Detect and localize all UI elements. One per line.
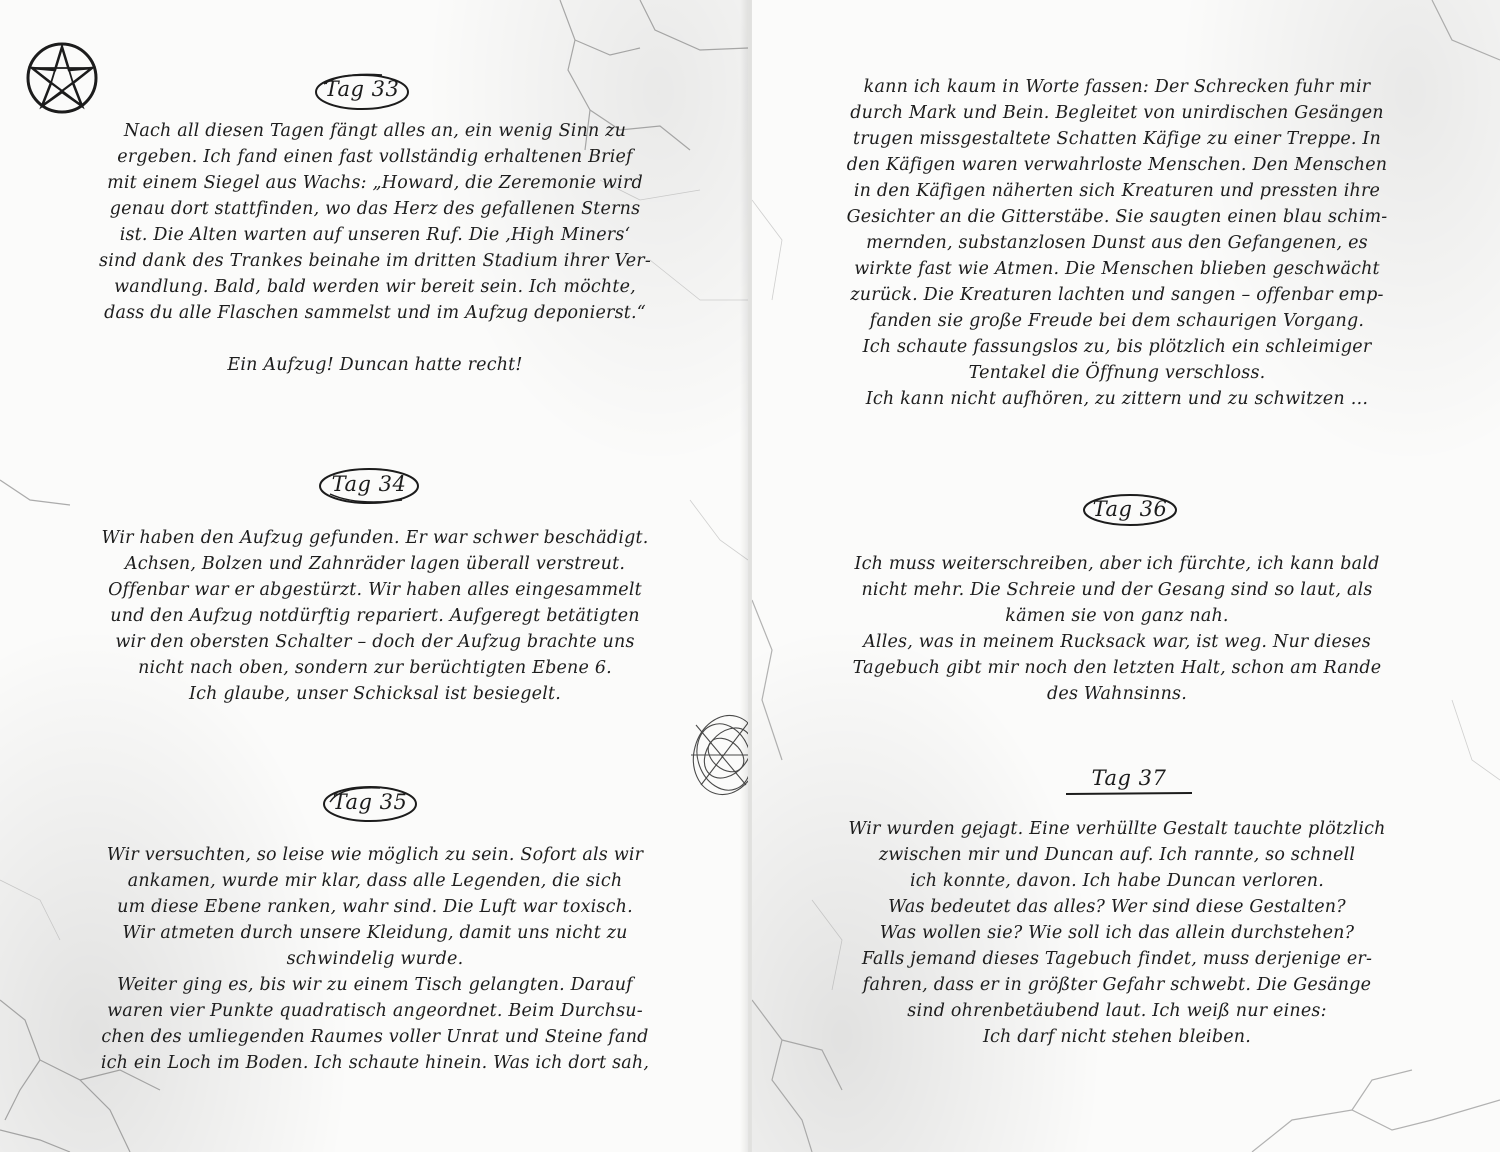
text-line: Ich muss weiterschreiben, aber ich fürchte, ich kann bald <box>854 554 1380 574</box>
day-tag <box>316 464 422 508</box>
entry-text <box>40 842 710 1076</box>
tag-label: Tag 33 <box>324 77 400 101</box>
text-line: Tentakel die Öffnung verschloss. <box>968 363 1266 383</box>
tag-label: Tag 34 <box>331 472 407 496</box>
text-line: kämen sie von ganz nah. <box>1005 606 1229 626</box>
text-line: des Wahnsinns. <box>1046 684 1187 704</box>
text-line: Falls jemand dieses Tagebuch findet, muss derjenige er- <box>861 949 1373 969</box>
right-page <box>752 0 1500 1152</box>
text-line: Was wollen sie? Wie soll ich das allein durchstehen? <box>879 923 1355 943</box>
text-line: ankamen, wurde mir klar, dass alle Legenden, die sich <box>127 871 623 891</box>
text-line: wandlung. Bald, bald werden wir bereit sein. Ich möchte, <box>114 277 636 297</box>
text-line: ergeben. Ich fand einen fast vollständig erhaltenen Brief <box>117 147 633 167</box>
pentagram-icon <box>22 38 102 118</box>
tag-label: Tag 35 <box>332 790 408 814</box>
text-line: Ich darf nicht stehen bleiben. <box>982 1027 1252 1047</box>
text-line: den Käfigen waren verwahrloste Menschen. Den Menschen <box>846 155 1388 175</box>
text-line: sind dank des Trankes beinahe im dritten Stadium ihrer Ver- <box>99 251 651 271</box>
text-line: chen des umliegenden Raumes voller Unrat und Steine fand <box>101 1027 649 1047</box>
text-line: zurück. Die Kreaturen lachten und sangen – offenbar emp- <box>850 285 1384 305</box>
entry-text <box>772 551 1462 707</box>
text-line: Ich kann nicht aufhören, zu zittern und zu schwitzen … <box>865 389 1369 409</box>
text-line: trugen missgestaltete Schatten Käfige zu einer Treppe. In <box>852 129 1382 149</box>
text-line: Nach all diesen Tagen fängt alles an, ein wenig Sinn zu <box>123 121 627 141</box>
text-line: ich ein Loch im Boden. Ich schaute hinein. Was ich dort sah, <box>100 1053 650 1073</box>
text-line: Weiter ging es, bis wir zu einem Tisch gelangten. Darauf <box>117 975 633 995</box>
text-line: Was bedeutet das alles? Wer sind diese Gestalten? <box>888 897 1346 917</box>
text-line: nicht nach oben, sondern zur berüchtigten Ebene 6. <box>138 658 612 678</box>
text-line: wir den obersten Schalter – doch der Aufzug brachte uns <box>115 632 635 652</box>
text-line: mit einem Siegel aus Wachs: „Howard, die Zeremonie wird <box>107 173 643 193</box>
text-line: mernden, substanzlosen Dunst aus den Gefangenen, es <box>866 233 1368 253</box>
day-tag <box>320 782 420 826</box>
text-line: fahren, dass er in größter Gefahr schwebt. Die Gesänge <box>862 975 1372 995</box>
text-line: Wir versuchten, so leise wie möglich zu sein. Sofort als wir <box>106 845 644 865</box>
text-line: waren vier Punkte quadratisch angeordnet. Beim Durchsu- <box>107 1001 643 1021</box>
text-line: Tagebuch gibt mir noch den letzten Halt, schon am Rande <box>852 658 1382 678</box>
text-line: Ein Aufzug! Duncan hatte recht! <box>227 355 523 375</box>
entry-text <box>40 118 710 378</box>
day-tag <box>1080 490 1180 530</box>
text-line: Wir haben den Aufzug gefunden. Er war schwer beschädigt. <box>101 528 649 548</box>
tag-label: Tag 37 <box>1091 766 1167 790</box>
text-line: Ich schaute fassungslos zu, bis plötzlich ein schleimiger <box>862 337 1372 357</box>
text-line: schwindelig wurde. <box>286 949 464 969</box>
text-line: ich konnte, davon. Ich habe Duncan verloren. <box>910 871 1324 891</box>
scribble-icon <box>676 705 748 805</box>
text-line: Ich glaube, unser Schicksal ist besiegelt. <box>189 684 561 704</box>
text-line: Achsen, Bolzen und Zahnräder lagen überall verstreut. <box>124 554 626 574</box>
text-line: kann ich kaum in Worte fassen: Der Schrecken fuhr mir <box>863 77 1371 97</box>
text-line: sind ohrenbetäubend laut. Ich weiß nur eines: <box>907 1001 1327 1021</box>
entry-text <box>40 525 710 707</box>
text-line: zwischen mir und Duncan auf. Ich rannte, so schnell <box>878 845 1356 865</box>
text-line: ist. Die Alten warten auf unseren Ruf. Die ‚High Miners‘ <box>119 225 631 245</box>
text-line: dass du alle Flaschen sammelst und im Aufzug deponierst.“ <box>104 303 646 323</box>
text-line: und den Aufzug notdürftig repariert. Aufgeregt betätigten <box>110 606 640 626</box>
text-line: Alles, was in meinem Rucksack war, ist weg. Nur dieses <box>863 632 1371 652</box>
text-line: wirkte fast wie Atmen. Die Menschen blieben geschwächt <box>854 259 1380 279</box>
text-line: Wir atmeten durch unsere Kleidung, damit uns nicht zu <box>122 923 628 943</box>
entry-text <box>772 74 1462 412</box>
text-line: um diese Ebene ranken, wahr sind. Die Luft war toxisch. <box>117 897 633 917</box>
text-line <box>40 326 710 352</box>
text-line: nicht mehr. Die Schreie und der Gesang sind so laut, als <box>861 580 1373 600</box>
text-line: in den Käfigen näherten sich Kreaturen und pressten ihre <box>853 181 1381 201</box>
entry-text <box>772 816 1462 1050</box>
text-line: Wir wurden gejagt. Eine verhüllte Gestalt tauchte plötzlich <box>848 819 1386 839</box>
day-tag <box>312 70 412 114</box>
text-line: Gesichter an die Gitterstäbe. Sie saugten einen blau schim- <box>846 207 1388 227</box>
left-page <box>0 0 748 1152</box>
text-line: durch Mark und Bein. Begleitet von unirdischen Gesängen <box>850 103 1384 123</box>
day-tag <box>1062 760 1196 800</box>
tag-label: Tag 36 <box>1092 497 1168 521</box>
text-line: genau dort stattfinden, wo das Herz des gefallenen Sterns <box>109 199 641 219</box>
text-line: Offenbar war er abgestürzt. Wir haben alles eingesammelt <box>108 580 642 600</box>
text-line: fanden sie große Freude bei dem schaurigen Vorgang. <box>869 311 1365 331</box>
